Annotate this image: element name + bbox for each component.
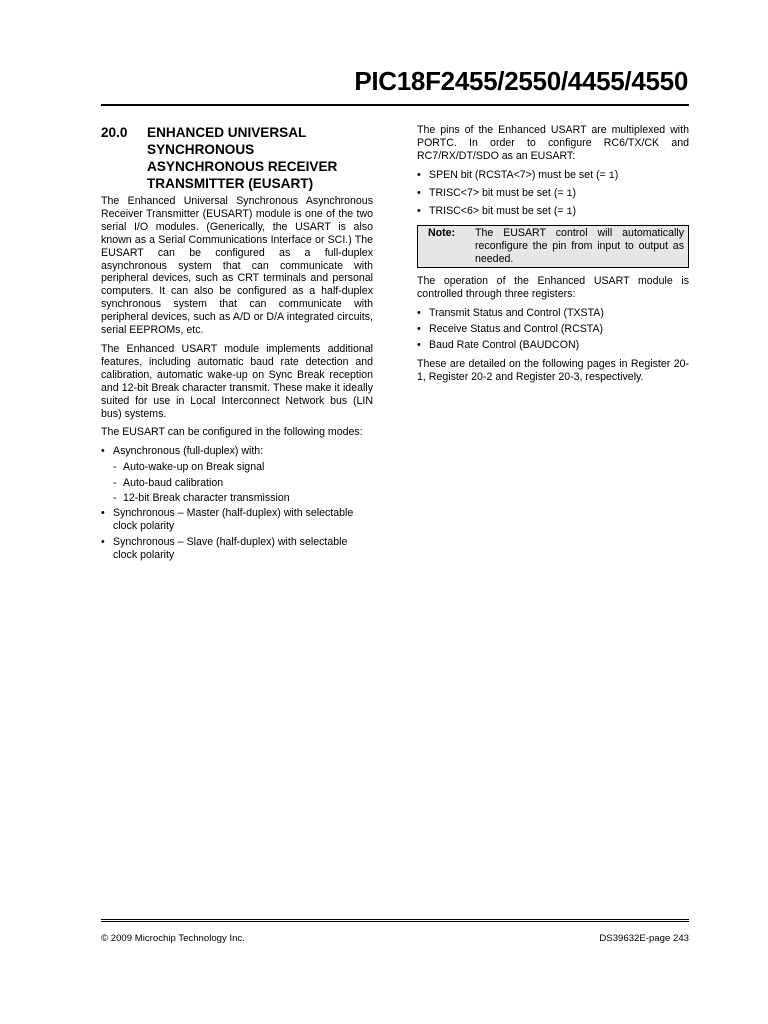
list-item: • Asynchronous (full-duplex) with:: [101, 445, 373, 458]
pins-paragraph: The pins of the Enhanced USART are multiplexed with PORTC. In order to configure RC6/TX/CK and RC7/RX/DT/SDO as an EUSART:: [417, 124, 689, 162]
section-title: ENHANCED UNIVERSAL SYNCHRONOUS ASYNCHRONOUS RECEIVER TRANSMITTER (EUSART): [147, 125, 338, 191]
list-item: • SPEN bit (RCSTA<7>) must be set (= 1): [417, 169, 689, 184]
list-subitem: - Auto-wake-up on Break signal: [101, 461, 373, 474]
modes-list: [101, 445, 373, 562]
list-item: • TRISC<7> bit must be set (= 1): [417, 187, 689, 202]
left-column: [101, 124, 373, 568]
list-subitem: - Auto-baud calibration: [101, 477, 373, 490]
list-item: • Synchronous – Slave (half-duplex) with selectable clock polarity: [101, 536, 373, 562]
section-heading: [101, 124, 373, 192]
features-paragraph: The Enhanced USART module implements additional features, including automatic baud rate detection and calibration, automatic wake-up on Sync Break reception and 12-bit Break character transmit. These make it ideally suited for use in Local Interconnect Network bus (LIN bus) systems.: [101, 342, 373, 420]
document-title: PIC18F2455/2550/4455/4550: [354, 66, 688, 96]
list-subitem: - 12-bit Break character transmission: [101, 492, 373, 505]
list-item: • Receive Status and Control (RCSTA): [417, 323, 689, 336]
list-item: • Transmit Status and Control (TXSTA): [417, 307, 689, 320]
section-number: 20.0: [101, 125, 128, 140]
note-label: Note:: [428, 227, 456, 240]
registers-paragraph: The operation of the Enhanced USART module is controlled through three registers:: [417, 275, 689, 301]
modes-paragraph: The EUSART can be configured in the following modes:: [101, 426, 363, 439]
right-column: [417, 124, 689, 390]
list-item: • Synchronous – Master (half-duplex) with selectable clock polarity: [101, 507, 373, 533]
header-rule: [101, 104, 689, 106]
pin-config-list: [417, 169, 689, 220]
note-text: The EUSART control will automatically reconfigure the pin from input to output as needed.: [475, 227, 684, 266]
note-box: [417, 225, 689, 268]
list-item: • Baud Rate Control (BAUDCON): [417, 339, 689, 352]
footer-page-number: DS39632E-page 243: [599, 933, 689, 944]
intro-paragraph: The Enhanced Universal Synchronous Asynchronous Receiver Transmitter (EUSART) module is one of the two serial I/O modules. (Generically, the USART is also known as a Serial Communications Interface or SCI.) The EUSART can be configured as a full-duplex asynchronous system that can communicate with peripheral devices, such as CRT terminals and personal computers. It can also be configured as a half-duplex synchronous system that can communicate with peripheral devices, such as A/D or D/A integrated circuits, serial EEPROMs, etc.: [101, 195, 373, 337]
list-item: • TRISC<6> bit must be set (= 1): [417, 205, 689, 220]
registers-list: [417, 307, 689, 352]
footer-copyright: © 2009 Microchip Technology Inc.: [101, 933, 245, 944]
footer-rule: [101, 919, 689, 924]
registers-detail-paragraph: These are detailed on the following pages in Register 20-1, Register 20-2 and Register 20-3, respectively.: [417, 357, 689, 383]
